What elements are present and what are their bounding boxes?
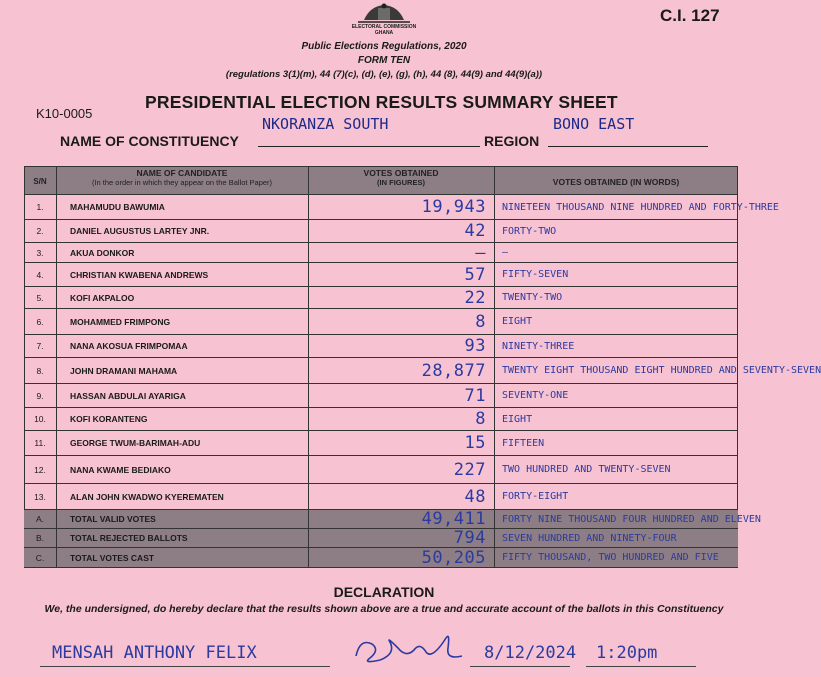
region-line — [548, 146, 708, 147]
votes-words: SEVENTY-ONE — [502, 390, 569, 401]
signatory-line — [40, 666, 330, 667]
votes-figures: 49,411 — [421, 509, 486, 529]
candidate-name: KOFI KORANTENG — [70, 414, 148, 424]
votes-figures: 48 — [464, 486, 486, 507]
table-row — [24, 358, 821, 384]
row-number: 6. — [36, 316, 44, 327]
candidate-name: KOFI AKPALOO — [70, 292, 135, 303]
votes-words: TWO HUNDRED AND TWENTY-SEVEN — [502, 464, 671, 475]
candidate-name: MAHAMUDU BAWUMIA — [70, 202, 165, 212]
votes-figures: 71 — [464, 385, 486, 406]
candidate-name: TOTAL VOTES CAST — [70, 552, 155, 563]
table-row — [24, 287, 738, 309]
votes-figures: 22 — [464, 287, 486, 308]
table-row — [24, 243, 738, 263]
votes-words: TWENTY EIGHT THOUSAND EIGHT HUNDRED AND SEVENTY-SEVEN — [502, 365, 821, 376]
votes-figures: 42 — [464, 221, 486, 241]
signatory-name: MENSAH ANTHONY FELIX — [52, 643, 257, 663]
votes-words: EIGHT — [502, 413, 533, 425]
table-row — [24, 263, 738, 287]
signature-date: 8/12/2024 — [484, 643, 577, 663]
declaration-title: DECLARATION — [333, 584, 435, 600]
votes-figures: 227 — [453, 459, 486, 480]
row-number: 8. — [36, 365, 44, 376]
date-line — [470, 666, 570, 667]
ci-number: C.I. 127 — [660, 6, 720, 25]
signature-icon — [350, 630, 470, 670]
votes-words: SEVEN HUNDRED AND NINETY-FOUR — [502, 532, 677, 544]
constituency-line — [258, 146, 480, 147]
column-divider — [494, 166, 495, 568]
votes-words: TWENTY-TWO — [502, 292, 563, 303]
header-candidate-sub: (In the order in which they appear on the Ballot Paper) — [91, 178, 273, 187]
candidate-name: TOTAL REJECTED BALLOTS — [70, 533, 188, 543]
candidate-name: GEORGE TWUM-BARIMAH-ADU — [70, 438, 201, 448]
row-number: 13. — [34, 491, 46, 502]
votes-figures: 19,943 — [421, 197, 486, 217]
form-code: K10-0005 — [36, 106, 93, 121]
votes-figures: 15 — [464, 433, 486, 453]
candidate-name: MOHAMMED FRIMPONG — [70, 316, 171, 327]
header-figures — [308, 168, 494, 187]
total-row — [24, 509, 761, 529]
votes-figures: — — [475, 242, 486, 263]
declaration-text: We, the undersigned, do hereby declare that the results shown above are a true and accurate account of the ballots in this Constituency — [44, 603, 724, 615]
votes-figures: 8 — [475, 311, 486, 332]
votes-words: FIFTY THOUSAND, TWO HUNDRED AND FIVE — [502, 552, 719, 563]
region-value: BONO EAST — [553, 115, 635, 133]
table-row — [24, 456, 738, 484]
row-number: C. — [35, 552, 45, 563]
candidate-name: CHRISTIAN KWABENA ANDREWS — [70, 269, 209, 280]
signature-time: 1:20pm — [596, 643, 658, 663]
total-row — [24, 529, 738, 548]
table-row — [24, 431, 738, 456]
votes-words: FIFTEEN — [502, 437, 545, 449]
candidate-name: NANA KWAME BEDIAKO — [70, 464, 171, 475]
row-number: 3. — [36, 247, 44, 258]
time-line — [586, 666, 696, 667]
constituency-label: NAME OF CONSTITUENCY — [60, 133, 239, 149]
constituency-value: NKORANZA SOUTH — [262, 115, 389, 133]
page-title: PRESIDENTIAL ELECTION RESULTS SUMMARY SHEET — [145, 92, 618, 112]
table-row — [24, 384, 738, 408]
candidate-name: ALAN JOHN KWADWO KYEREMATEN — [70, 491, 224, 502]
total-row — [24, 548, 738, 568]
votes-words: NINETEEN THOUSAND NINE HUNDRED AND FORTY-THREE — [502, 201, 779, 213]
row-number: 5. — [36, 292, 44, 303]
row-number: 7. — [36, 341, 44, 351]
row-number: 11. — [34, 438, 46, 448]
table-row — [24, 335, 738, 358]
column-divider — [308, 166, 309, 568]
row-number: 12. — [34, 464, 46, 475]
votes-words: FORTY-EIGHT — [502, 491, 569, 502]
row-number: 9. — [36, 390, 44, 401]
candidate-name: DANIEL AUGUSTUS LARTEY JNR. — [70, 226, 210, 236]
table-row — [24, 309, 738, 335]
row-number: 10. — [34, 414, 46, 424]
row-number: A. — [35, 514, 45, 524]
votes-words: — — [502, 247, 509, 258]
votes-figures: 28,877 — [421, 360, 486, 381]
votes-figures: 50,205 — [421, 547, 486, 568]
table-row — [24, 484, 738, 510]
row-number: B. — [35, 533, 45, 543]
votes-figures: 8 — [475, 409, 486, 429]
candidate-name: TOTAL VALID VOTES — [70, 514, 156, 524]
header-candidate-label: NAME OF CANDIDATE — [136, 168, 228, 178]
header-sn: S/N — [33, 177, 47, 186]
votes-figures: 794 — [453, 528, 486, 548]
form-name: FORM TEN — [357, 55, 411, 66]
table-row — [24, 408, 738, 431]
regulations-title: Public Elections Regulations, 2020 — [301, 41, 467, 52]
votes-words: FORTY NINE THOUSAND FOUR HUNDRED AND ELEVEN — [502, 513, 761, 525]
row-number: 2. — [36, 226, 44, 236]
table-row — [24, 220, 738, 243]
candidate-name: JOHN DRAMANI MAHAMA — [70, 365, 178, 376]
column-divider — [56, 166, 57, 568]
votes-words: EIGHT — [502, 316, 533, 327]
row-number: 1. — [36, 202, 44, 212]
votes-figures: 93 — [464, 336, 486, 356]
commission-country: GHANA — [374, 30, 394, 36]
header-candidate — [56, 168, 308, 187]
coat-of-arms-icon — [356, 2, 412, 24]
candidate-name: NANA AKOSUA FRIMPOMAA — [70, 341, 188, 351]
commission-name: ELECTORAL COMMISSION — [351, 24, 417, 30]
votes-words: FORTY-TWO — [502, 225, 557, 237]
votes-words: NINETY-THREE — [502, 340, 575, 352]
regulations-reference: (regulations 3(1)(m), 44 (7)(c), (d), (e), (g), (h), 44 (8), 44(9) and 44(9)(a)) — [225, 69, 543, 80]
votes-words: FIFTY-SEVEN — [502, 269, 569, 280]
votes-figures: 57 — [464, 264, 486, 285]
candidate-name: AKUA DONKOR — [70, 247, 135, 258]
header-figures-sub: (IN FIGURES) — [377, 178, 425, 187]
row-number: 4. — [36, 269, 44, 280]
candidate-name: HASSAN ABDULAI AYARIGA — [70, 390, 186, 401]
header-figures-label: VOTES OBTAINED — [363, 168, 439, 178]
region-label: REGION — [484, 133, 540, 149]
header-words: VOTES OBTAINED (IN WORDS) — [552, 177, 680, 187]
table-row — [24, 195, 779, 220]
